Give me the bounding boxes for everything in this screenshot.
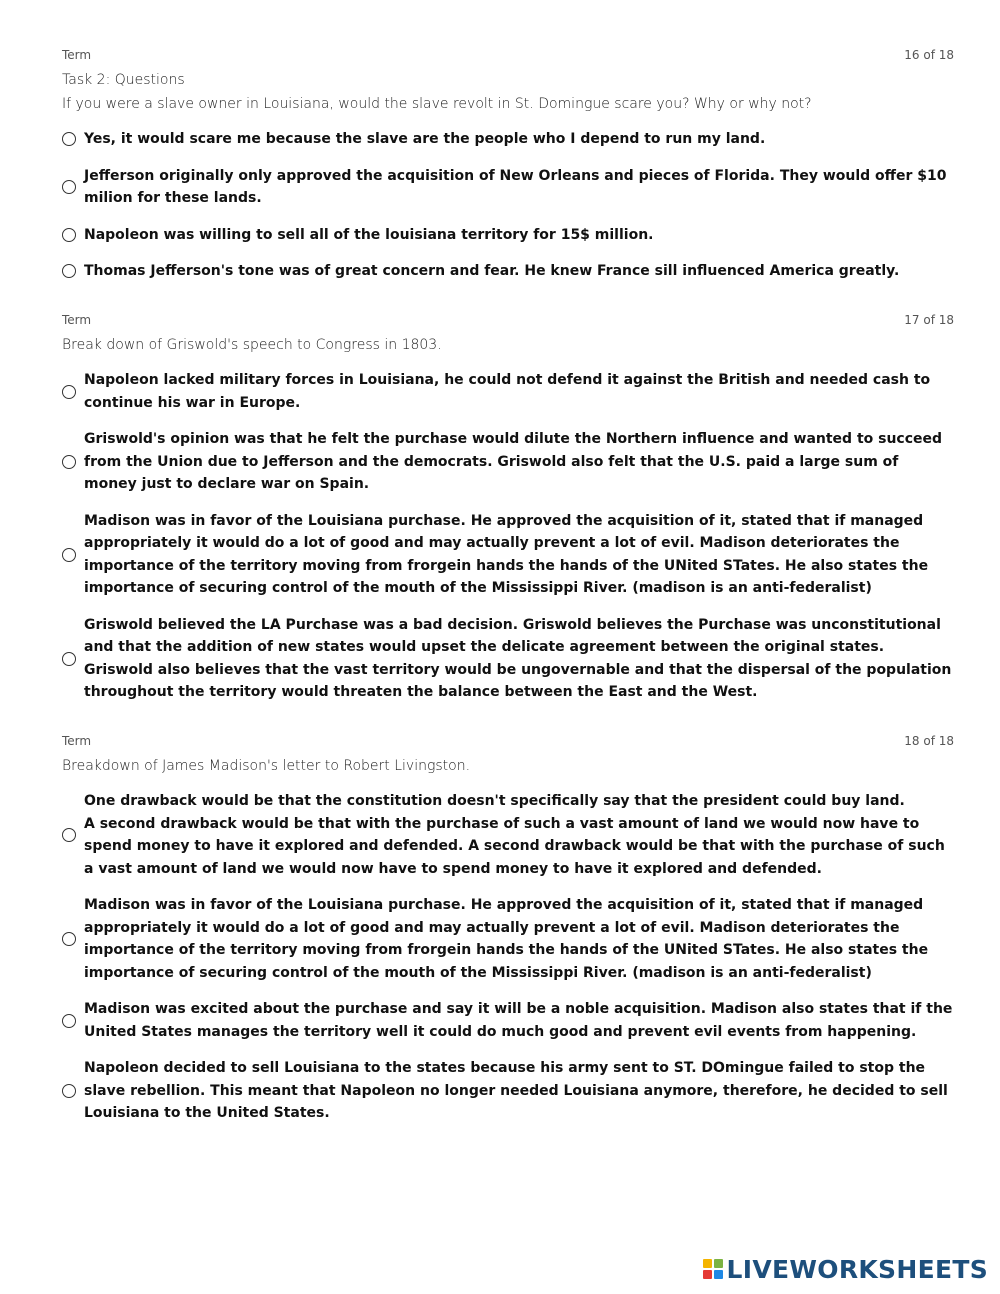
- term-header: [62, 734, 954, 754]
- logo-block: [714, 1270, 723, 1279]
- answer-text: Napoleon decided to sell Louisiana to the states because his army sent to ST. DOmingue failed to stop the slave rebellion. This meant that Napoleon no longer needed Louisiana anymore, therefore, he decided to sell Louisiana to the United States.: [84, 1060, 948, 1121]
- answer-text: Napoleon was willing to sell all of the louisiana territory for 15$ million.: [84, 226, 654, 243]
- term-prompt: Break down of Griswold's speech to Congress in 1803.: [62, 337, 442, 353]
- answer-text: Griswold's opinion was that he felt the purchase would dilute the Northern influence and wanted to succeed from the Union due to Jefferson and the democrats. Griswold also felt that the U.S. paid a large sum of money just to declare war on Spain.: [84, 431, 943, 492]
- answer-option[interactable]: [62, 428, 954, 496]
- radio-button[interactable]: [62, 228, 76, 242]
- term-card-18: [62, 734, 954, 1139]
- logo-text: LIVEWORKSHEETS: [726, 1254, 988, 1284]
- logo-block: [703, 1270, 712, 1279]
- radio-button[interactable]: [62, 264, 76, 278]
- answer-text: Jefferson originally only approved the acquisition of New Orleans and pieces of Florida. They would offer $10 milion for these lands.: [84, 167, 947, 206]
- answer-options: [62, 128, 954, 283]
- answer-option[interactable]: [62, 224, 954, 247]
- radio-button[interactable]: [62, 1014, 76, 1028]
- answer-option[interactable]: [62, 510, 954, 600]
- answer-text: Yes, it would scare me because the slave are the people who I depend to run my land.: [84, 131, 766, 147]
- term-header: [62, 48, 954, 68]
- answer-option[interactable]: [62, 998, 954, 1043]
- answer-option[interactable]: [62, 128, 954, 151]
- radio-button[interactable]: [62, 385, 76, 399]
- answer-text: Madison was excited about the purchase and say it will be a noble acquisition. Madison also states that if the United States manages the territory well it could do much good and prevent evil events from happening.: [84, 1001, 953, 1040]
- radio-button[interactable]: [62, 1084, 76, 1098]
- radio-button[interactable]: [62, 828, 76, 842]
- answer-option[interactable]: [62, 894, 954, 984]
- logo-block: [703, 1259, 712, 1268]
- radio-button[interactable]: [62, 652, 76, 666]
- answer-option[interactable]: [62, 1057, 954, 1125]
- answer-option[interactable]: [62, 614, 954, 704]
- term-counter: 17 of 18: [904, 313, 954, 327]
- answer-option[interactable]: [62, 260, 954, 283]
- answer-text: Napoleon lacked military forces in Louisiana, he could not defend it against the British and needed cash to continue his war in Europe.: [84, 372, 931, 411]
- radio-button[interactable]: [62, 548, 76, 562]
- term-counter: 16 of 18: [904, 48, 954, 62]
- term-label: Term: [62, 48, 92, 62]
- term-label: Term: [62, 734, 92, 748]
- term-prompt: Task 2: Questions If you were a slave owner in Louisiana, would the slave revolt in St. Domingue scare you? Why or why not?: [62, 72, 812, 112]
- term-card-17: [62, 313, 954, 718]
- liveworksheets-logo: [703, 1254, 988, 1284]
- answer-option[interactable]: [62, 165, 954, 210]
- answer-text: Griswold believed the LA Purchase was a bad decision. Griswold believes the Purchase was unconstitutional and that the addition of new states would upset the delicate agreement between the original states. Griswold also believes that the vast territory would be ungovernable and that the dispersal of the population throughout the territory would threaten the balance between the East and the West.: [84, 616, 952, 700]
- answer-text: Thomas Jefferson's tone was of great concern and fear. He knew France sill influenced America greatly.: [84, 263, 900, 279]
- term-card-16: [62, 48, 954, 297]
- answer-option[interactable]: [62, 790, 954, 880]
- term-label: Term: [62, 313, 92, 327]
- answer-text: Madison was in favor of the Louisiana purchase. He approved the acquisition of it, stated that if managed appropriately it would do a lot of good and may actually prevent a lot of evil. Madison deteriorates the importance of the territory moving from frorgein hands the hands of the UNited STates. He also states the importance of securing control of the mouth of the Mississippi River. (madison is an anti-federalist): [84, 512, 929, 596]
- term-header: [62, 313, 954, 333]
- term-counter: 18 of 18: [904, 734, 954, 748]
- logo-icon: [703, 1259, 723, 1279]
- answer-options: [62, 369, 954, 704]
- answer-text: One drawback would be that the constitution doesn't specifically say that the president could buy land. A second drawback would be that with the purchase of such a vast amount of land we would now have to spend money to have it explored and defended. A second drawback would be that with the purchase of such a vast amount of land we would now have to spend money to have it explored and defended.: [84, 793, 945, 877]
- radio-button[interactable]: [62, 455, 76, 469]
- radio-button[interactable]: [62, 180, 76, 194]
- radio-button[interactable]: [62, 932, 76, 946]
- logo-block: [714, 1259, 723, 1268]
- answer-options: [62, 790, 954, 1125]
- term-prompt: Breakdown of James Madison's letter to Robert Livingston.: [62, 758, 471, 774]
- radio-button[interactable]: [62, 132, 76, 146]
- answer-option[interactable]: [62, 369, 954, 414]
- answer-text: Madison was in favor of the Louisiana purchase. He approved the acquisition of it, stated that if managed appropriately it would do a lot of good and may actually prevent a lot of evil. Madison deteriorates the importance of the territory moving from frorgein hands the hands of the UNited STates. He also states the importance of securing control of the mouth of the Mississippi River. (madison is an anti-federalist): [84, 897, 929, 981]
